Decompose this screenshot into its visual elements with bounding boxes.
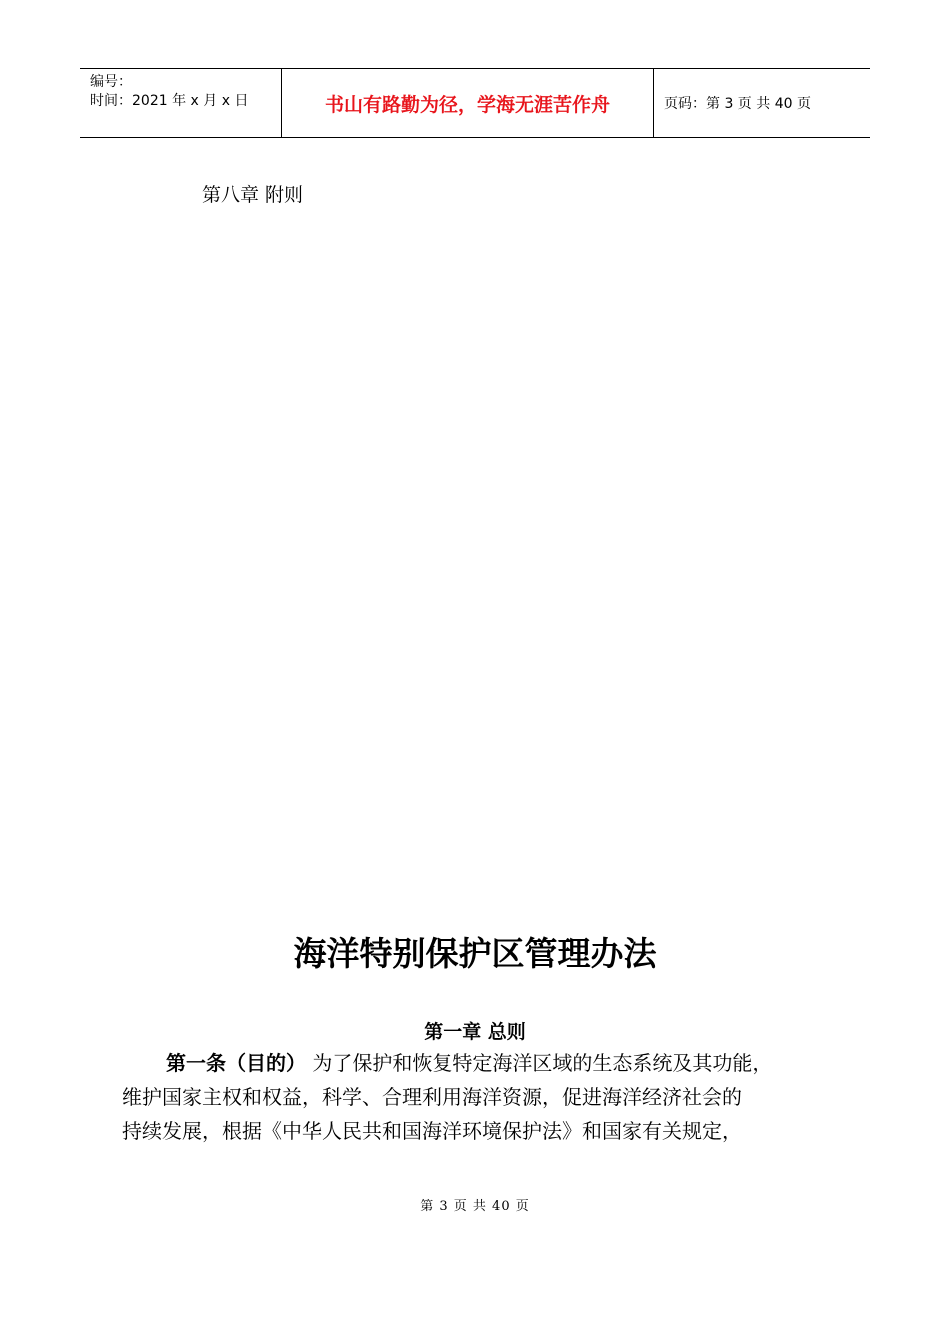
article-paragraph — [122, 1046, 842, 1148]
header-motto: 书山有路勤为径，学海无涯苦作舟 — [281, 69, 654, 137]
toc-chapter-line: 第八章 附则 — [202, 184, 304, 206]
header-page-info: 页码：第 3 页 共 40 页 — [664, 96, 811, 112]
serial-label: 编号： — [90, 74, 132, 90]
article-label: 第一条（目的） — [166, 1051, 306, 1075]
page-header — [80, 68, 870, 138]
date-line: 时间：2021 年 x 月 x 日 — [90, 93, 249, 109]
document-title: 海洋特别保护区管理办法 — [293, 934, 657, 973]
article-text: 为了保护和恢复特定海洋区域的生态系统及其功能， — [306, 1051, 773, 1075]
article-line: 持续发展，根据《中华人民共和国海洋环境保护法》和国家有关规定， — [122, 1119, 742, 1143]
chapter-heading: 第一章 总则 — [424, 1021, 526, 1043]
article-line: 维护国家主权和权益，科学、合理利用海洋资源，促进海洋经济社会的 — [122, 1085, 742, 1109]
article-line — [122, 1046, 842, 1080]
header-meta — [80, 69, 281, 137]
page-footer: 第 3 页 共 40 页 — [420, 1199, 530, 1214]
